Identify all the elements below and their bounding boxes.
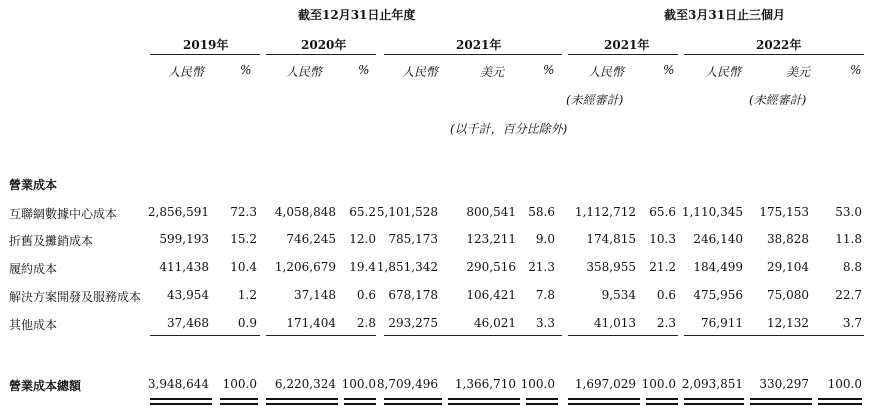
unit-pct-2020: % — [358, 63, 370, 77]
table-cell: 358,955 — [586, 260, 636, 274]
table-cell: 599,193 — [159, 232, 209, 246]
table-cell: 37,468 — [167, 316, 209, 330]
table-cell: 293,275 — [388, 316, 438, 330]
year-header-2021: 2021年 — [456, 38, 502, 52]
total-double-rule — [684, 398, 744, 405]
unit-rmb-2020: 人民幣 — [286, 65, 323, 79]
total-double-rule — [818, 398, 862, 405]
unaudited-note-2021-q: (未經審計) — [566, 93, 624, 107]
row-label: 其他成本 — [9, 318, 58, 332]
total-cell: 1,697,029 — [574, 377, 636, 391]
table-cell: 72.3 — [230, 205, 257, 219]
table-cell: 41,013 — [594, 316, 636, 330]
table-cell: 1,112,712 — [574, 205, 636, 219]
table-cell: 2.8 — [356, 316, 376, 330]
year-header-2022-q: 2022年 — [756, 38, 802, 52]
table-cell: 22.7 — [835, 288, 862, 302]
table-cell: 53.0 — [835, 205, 862, 219]
subtotal-rule — [684, 335, 864, 336]
table-cell: 7.8 — [535, 288, 555, 302]
unit-rmb-2019: 人民幣 — [168, 65, 205, 79]
table-cell: 123,211 — [466, 232, 516, 246]
quarter-group-header: 截至3月31日止三個月 — [664, 8, 786, 22]
total-cell: 100.0 — [341, 377, 376, 391]
unit-rmb-2021-q: 人民幣 — [588, 65, 625, 79]
table-cell: 678,178 — [388, 288, 438, 302]
table-cell: 3.7 — [842, 316, 862, 330]
table-cell: 3.3 — [535, 316, 555, 330]
total-double-rule — [526, 398, 558, 405]
table-cell: 58.6 — [528, 205, 555, 219]
section-title: 營業成本 — [9, 178, 58, 192]
table-cell: 2,856,591 — [147, 205, 209, 219]
total-cell: 330,297 — [759, 377, 809, 391]
table-cell: 184,499 — [693, 260, 743, 274]
total-cell: 100.0 — [520, 377, 555, 391]
table-cell: 21.2 — [649, 260, 676, 274]
table-cell: 9.0 — [535, 232, 555, 246]
table-cell: 76,911 — [701, 316, 743, 330]
total-double-rule — [150, 398, 212, 405]
table-cell: 1,110,345 — [681, 205, 743, 219]
year-header-2020: 2020年 — [301, 38, 347, 52]
total-double-rule — [220, 398, 258, 405]
table-cell: 171,404 — [286, 316, 336, 330]
total-cell: 100.0 — [827, 377, 862, 391]
year-underline-2019 — [150, 54, 260, 55]
table-cell: 0.6 — [656, 288, 676, 302]
table-cell: 65.6 — [649, 205, 676, 219]
unit-rmb-2021: 人民幣 — [402, 65, 439, 79]
total-double-rule — [568, 398, 640, 405]
unit-pct-2021-q: % — [663, 63, 675, 77]
table-cell: 746,245 — [286, 232, 336, 246]
table-cell: 785,173 — [388, 232, 438, 246]
table-cell: 1.2 — [237, 288, 257, 302]
row-label: 互聯網數據中心成本 — [9, 207, 118, 221]
row-label: 折舊及攤銷成本 — [9, 234, 94, 248]
table-cell: 15.2 — [230, 232, 257, 246]
total-double-rule — [646, 398, 678, 405]
unit-usd-2022-q: 美元 — [786, 65, 811, 79]
total-cell: 2,093,851 — [681, 377, 743, 391]
table-cell: 411,438 — [159, 260, 209, 274]
total-double-rule — [266, 398, 338, 405]
table-cell: 0.9 — [237, 316, 257, 330]
table-cell: 37,148 — [294, 288, 336, 302]
table-cell: 43,954 — [167, 288, 209, 302]
year-header-2021-q: 2021年 — [604, 38, 650, 52]
unit-rmb-2022-q: 人民幣 — [705, 65, 742, 79]
row-label: 解決方案開發及服務成本 — [9, 290, 142, 304]
total-cell: 100.0 — [222, 377, 257, 391]
subtotal-rule — [568, 335, 678, 336]
table-cell: 0.6 — [356, 288, 376, 302]
total-label: 營業成本總額 — [9, 379, 82, 393]
table-cell: 106,421 — [466, 288, 516, 302]
unit-pct-2019: % — [240, 63, 252, 77]
table-cell: 12,132 — [767, 316, 809, 330]
year-underline-2021 — [384, 54, 562, 55]
table-cell: 800,541 — [466, 205, 516, 219]
subtotal-rule — [220, 335, 260, 336]
table-cell: 4,058,848 — [274, 205, 336, 219]
year-underline-2020 — [266, 54, 376, 55]
table-cell: 174,815 — [586, 232, 636, 246]
row-label: 履約成本 — [9, 262, 58, 276]
table-cell: 8.8 — [842, 260, 862, 274]
table-cell: 65.2 — [349, 205, 376, 219]
total-double-rule — [750, 398, 812, 405]
table-cell: 290,516 — [466, 260, 516, 274]
table-cell: 75,080 — [767, 288, 809, 302]
table-cell: 5,101,528 — [376, 205, 438, 219]
table-cell: 29,104 — [767, 260, 809, 274]
table-cell: 2.3 — [656, 316, 676, 330]
unaudited-note-2022-q: (未經審計) — [749, 93, 807, 107]
subtotal-rule — [266, 335, 376, 336]
table-cell: 19.4 — [349, 260, 376, 274]
unit-pct-2022-q: % — [850, 63, 862, 77]
table-cell: 12.0 — [349, 232, 376, 246]
table-cell: 475,956 — [693, 288, 743, 302]
total-cell: 1,366,710 — [454, 377, 516, 391]
table-cell: 21.3 — [528, 260, 555, 274]
unit-usd-2021: 美元 — [480, 65, 505, 79]
unit-pct-2021: % — [543, 63, 555, 77]
table-cell: 246,140 — [693, 232, 743, 246]
table-cell: 46,021 — [474, 316, 516, 330]
table-cell: 175,153 — [759, 205, 809, 219]
table-cell: 9,534 — [601, 288, 636, 302]
total-double-rule — [344, 398, 376, 405]
subtotal-rule — [384, 335, 562, 336]
total-cell: 3,948,644 — [147, 377, 209, 391]
total-cell: 8,709,496 — [376, 377, 438, 391]
table-cell: 10.4 — [230, 260, 257, 274]
table-cell: 1,206,679 — [274, 260, 336, 274]
total-double-rule — [448, 398, 520, 405]
year-header-2019: 2019年 — [183, 38, 229, 52]
year-group-header: 截至12月31日止年度 — [298, 8, 416, 22]
total-cell: 100.0 — [641, 377, 676, 391]
table-cell: 10.3 — [649, 232, 676, 246]
unit-note: (以千計，百分比除外) — [450, 122, 568, 136]
year-underline-2022-q — [684, 54, 864, 55]
table-cell: 1,851,342 — [376, 260, 438, 274]
total-cell: 6,220,324 — [274, 377, 336, 391]
table-cell: 38,828 — [767, 232, 809, 246]
table-cell: 11.8 — [835, 232, 862, 246]
total-double-rule — [384, 398, 442, 405]
year-underline-2021-q — [568, 54, 678, 55]
